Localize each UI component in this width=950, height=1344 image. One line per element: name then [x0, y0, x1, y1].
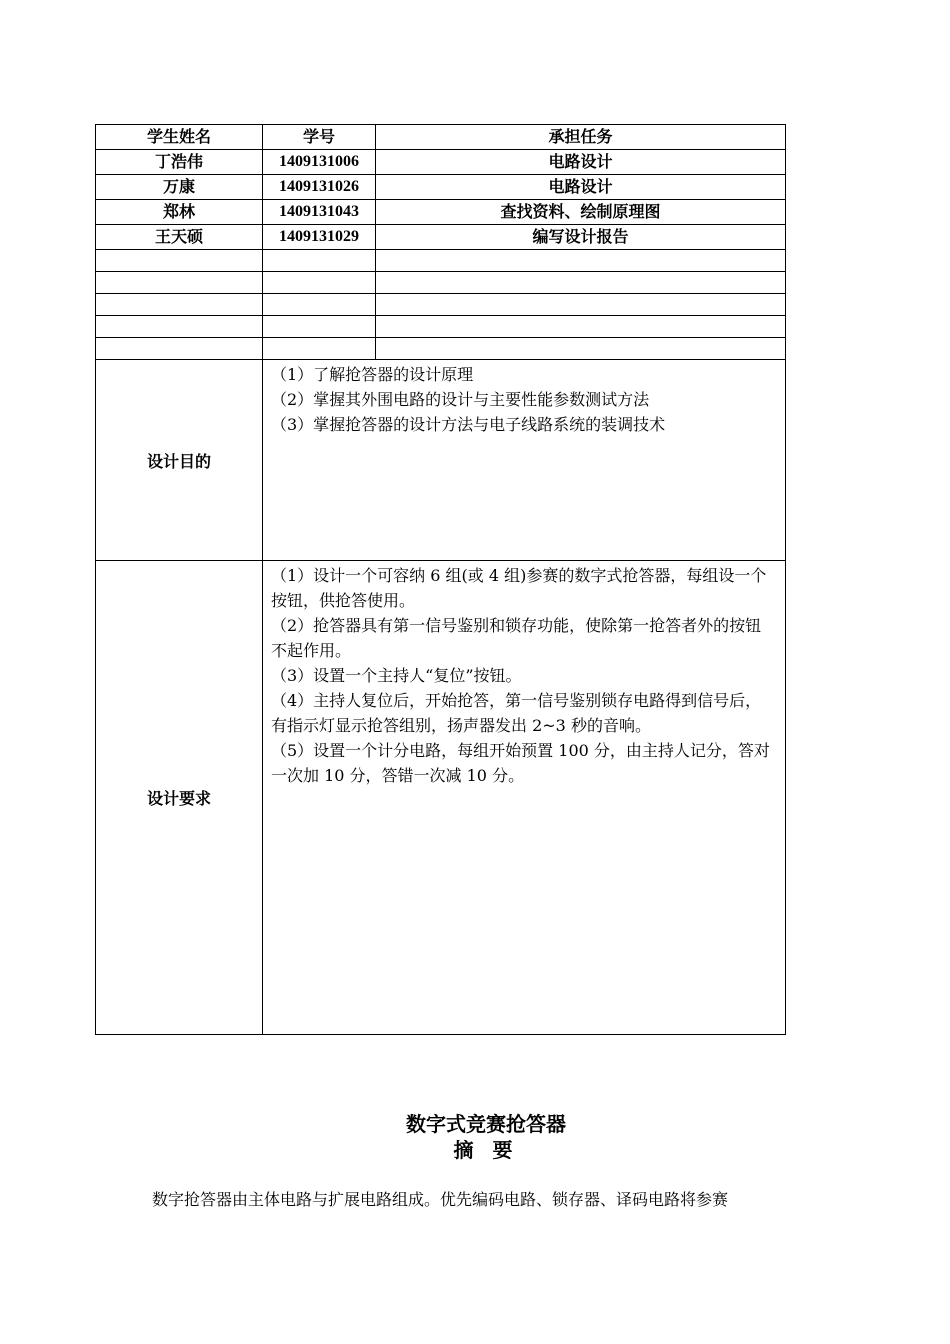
abstract-paragraph: 数字抢答器由主体电路与扩展电路组成。优先编码电路、锁存器、译码电路将参赛 [152, 1190, 729, 1209]
table-header-row [96, 125, 786, 150]
empty-row [96, 250, 786, 272]
assignment-table [95, 124, 786, 1035]
member-task: 电路设计 [376, 175, 786, 200]
table-row [96, 150, 786, 175]
header-task: 承担任务 [376, 125, 786, 150]
purpose-item: （1）了解抢答器的设计原理 [271, 365, 474, 384]
design-purpose-label: 设计目的 [96, 360, 263, 561]
design-purpose-content [263, 360, 786, 561]
requirement-item: （5）设置一个计分电路，每组开始预置 100 分，由主持人记分，答对一次加 10 分，答错一次减 10 分。 [271, 741, 770, 785]
purpose-item: （2）掌握其外围电路的设计与主要性能参数测试方法 [271, 390, 650, 409]
table-row [96, 225, 786, 250]
purpose-item: （3）掌握抢答器的设计方法与电子线路系统的装调技术 [271, 415, 666, 434]
empty-row [96, 316, 786, 338]
document-title: 数字式竞赛抢答器 [406, 1112, 566, 1136]
member-id: 1409131043 [263, 200, 376, 225]
empty-row [96, 272, 786, 294]
member-task: 查找资料、绘制原理图 [376, 200, 786, 225]
member-name: 丁浩伟 [96, 150, 263, 175]
member-task: 电路设计 [376, 150, 786, 175]
requirement-item: （1）设计一个可容纳 6 组(或 4 组)参赛的数字式抢答器，每组设一个按钮，供抢答使用。 [271, 566, 767, 610]
requirement-item: （4）主持人复位后，开始抢答，第一信号鉴别锁存电路得到信号后，有指示灯显示抢答组别，扬声器发出 2~3 秒的音响。 [271, 691, 762, 735]
member-id: 1409131026 [263, 175, 376, 200]
design-requirements-label: 设计要求 [96, 561, 263, 1035]
member-id: 1409131006 [263, 150, 376, 175]
empty-row [96, 338, 786, 360]
member-id: 1409131029 [263, 225, 376, 250]
requirement-item: （2）抢答器具有第一信号鉴别和锁存功能，使除第一抢答者外的按钮不起作用。 [271, 616, 762, 660]
member-task: 编写设计报告 [376, 225, 786, 250]
design-requirements-content [263, 561, 786, 1035]
member-name: 王天硕 [96, 225, 263, 250]
member-name: 万康 [96, 175, 263, 200]
header-student-id: 学号 [263, 125, 376, 150]
abstract-heading: 摘 要 [453, 1138, 519, 1162]
empty-row [96, 294, 786, 316]
design-requirements-row [96, 561, 786, 1035]
table-row [96, 175, 786, 200]
table-row [96, 200, 786, 225]
requirement-item: （3）设置一个主持人“复位”按钮。 [271, 666, 522, 685]
design-purpose-row [96, 360, 786, 561]
member-name: 郑林 [96, 200, 263, 225]
header-student-name: 学生姓名 [96, 125, 263, 150]
